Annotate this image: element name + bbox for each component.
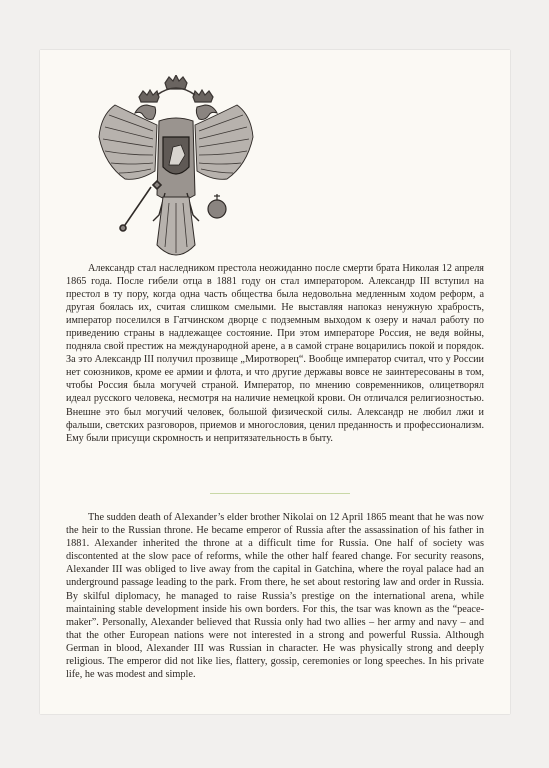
section-divider — [210, 493, 350, 494]
english-paragraph: The sudden death of Alexander’s elder brother Nikolai on 12 April 1865 meant that he was now the heir to the Russian throne. He became emperor of Russia after the assassination of his father in 1881. Alexander inherited the throne at a difficult time for Russia. One half of society was discontented at the slow pace of reforms, while the other half feared change. For security reasons, Alexander III was obliged to live away from the capital in Gatchina, where the royal palace had an underground passage leading to the park. From there, he set about restoring law and order in Russia. By skilful diplomacy, he managed to raise Russia’s prestige on the international arena, while maintaining stable development inside his own borders. For this, the tsar was known as the “peace-maker”. Personally, Alexander believed that Russia only had two allies – her army and navy – and that the other European nations were not interested in a strong and powerful Russia. Although German in blood, Alexander III was Russian in character. He was physically strong and deeply religious. The emperor did not like lies, flattery, gossip, ceremonies or long speeches. In his private life, he was modest and simple. — [66, 512, 484, 681]
document-card — [40, 50, 510, 714]
russian-paragraph: Александр стал наследником престола неожиданно после смерти брата Николая 12 апреля 1865 года. После гибели отца в 1881 году он стал императором. Александр III вступил на престол в ту пору, когда одна часть общества была недовольна медленным ходом реформ, а другая боялась их, считая слишком смелыми. Не выставляя напоказ ненужную храбрость, император поселился в Гатчинском дворце с подземным выходом к озеру и начал работу по приведению страны в надлежащее состояние. При этом императоре Россия, не ведя войны, подняла свой престиж на международной арене, а в самой стране воцарились покой и порядок. За это Александр III получил прозвище „Миротворец“. Вообще император считал, что у России нет союзников, кроме ее армии и флота, и что другие державы вовсе не заинтересованы в том, чтобы Россия была могучей страной. Император, по мнению современников, олицетворял идеал русского человека, несмотря на наличие немецкой крови. Он отличался религиозностью. Внешне это был могучий человек, большой физической силы. Александр не любил лжи и фальши, светских разговоров, приемов и многословия, ценил преданность и профессионализм. Ему были присущи скромность и непритязательность в быту. — [66, 263, 484, 444]
russian-text-block — [66, 262, 484, 445]
english-text-block — [66, 511, 484, 681]
double-headed-eagle-emblem — [95, 75, 257, 271]
